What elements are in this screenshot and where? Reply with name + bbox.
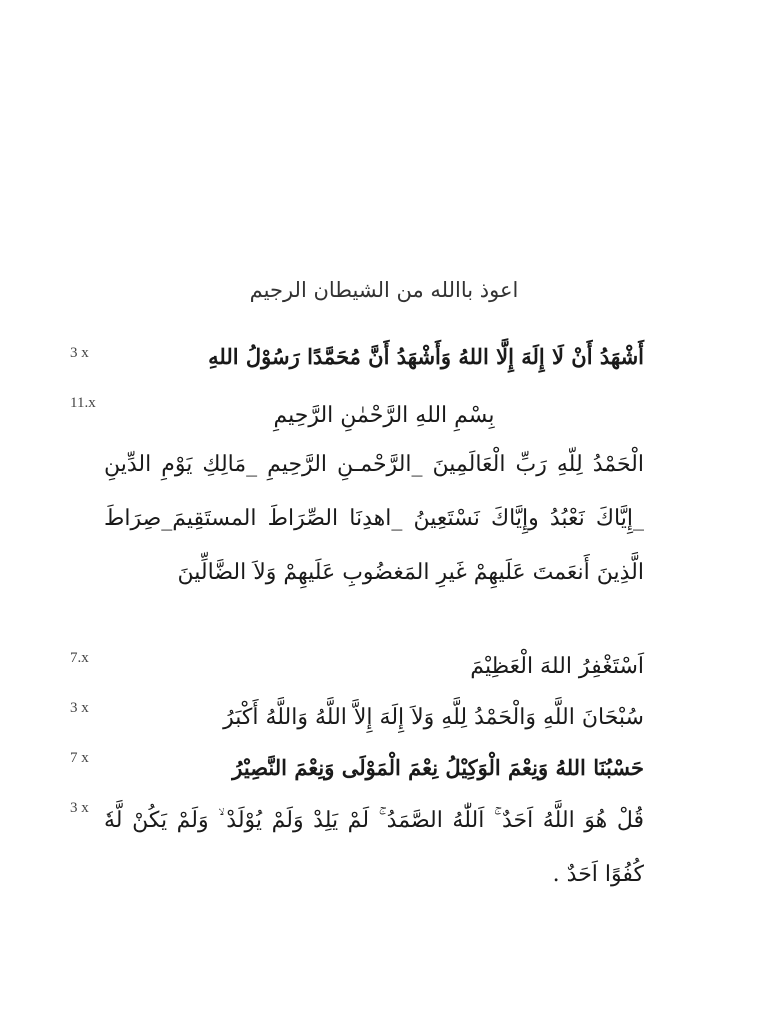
repeat-count: 3 x (70, 700, 89, 716)
repeat-count: 11.x (70, 395, 96, 411)
dua-text: قُلْ هُوَ اللَّهُ اَحَدٌ ۚ اَللّٰهُ الصَّمَدُ ۚ لَمْ يَلِدْ وَلَمْ يُوْلَدْ ۙ وَلَمْ يَكُنْ لَّهٗ كُفُوًا اَحَدٌ . (104, 808, 644, 887)
dua-text: أَشْهَدُ أَنْ لَا إِلَهَ إِلَّا اللهُ وَأَشْهَدُ أَنَّ مُحَمَّدًا رَسُوْلُ اللهِ (208, 344, 644, 369)
dua-text: اَسْتَغْفِرُ اللهَ الْعَظِيْمَ (470, 654, 644, 679)
repeat-count: 3 x (70, 800, 89, 816)
page-heading: اعوذ باالله من الشيطان الرجيم (249, 278, 519, 302)
dua-text: الْحَمْدُ لِلّهِ رَبِّ الْعَالَمِينَ _الرَّحْمـنِ الرَّحِيمِ _مَالِكِ يَوْمِ الدِّينِ _إِيَّاكَ نَعْبُدُ وإِيَّاكَ نَسْتَعِينُ _اهدِنَا الصِّرَاطَ المستَقِيمَ_صِرَاطَ الَّذِينَ أَنعَمتَ عَلَيهِمْ غَيرِ المَغضُوبِ عَلَيهِمْ وَلاَ الضَّالِّينَ (104, 452, 644, 585)
repeat-count: 7.x (70, 650, 89, 666)
dua-text: حَسْبُنَا اللهُ وَنِعْمَ الْوَكِيْلُ نِعْمَ الْمَوْلَى وَنِعْمَ النَّصِيْرُ (232, 755, 644, 780)
dua-text: بِسْمِ اللهِ الرَّحْمٰنِ الرَّحِيمِ (273, 403, 495, 428)
repeat-count: 3 x (70, 345, 89, 361)
dua-text: سُبْحَانَ اللَّهِ وَالْحَمْدُ لِلَّهِ وَلاَ إِلَهَ إِلاَّ اللَّهُ وَاللَّهُ أَكْبَرُ (223, 705, 644, 730)
repeat-count: 7 x (70, 750, 89, 766)
